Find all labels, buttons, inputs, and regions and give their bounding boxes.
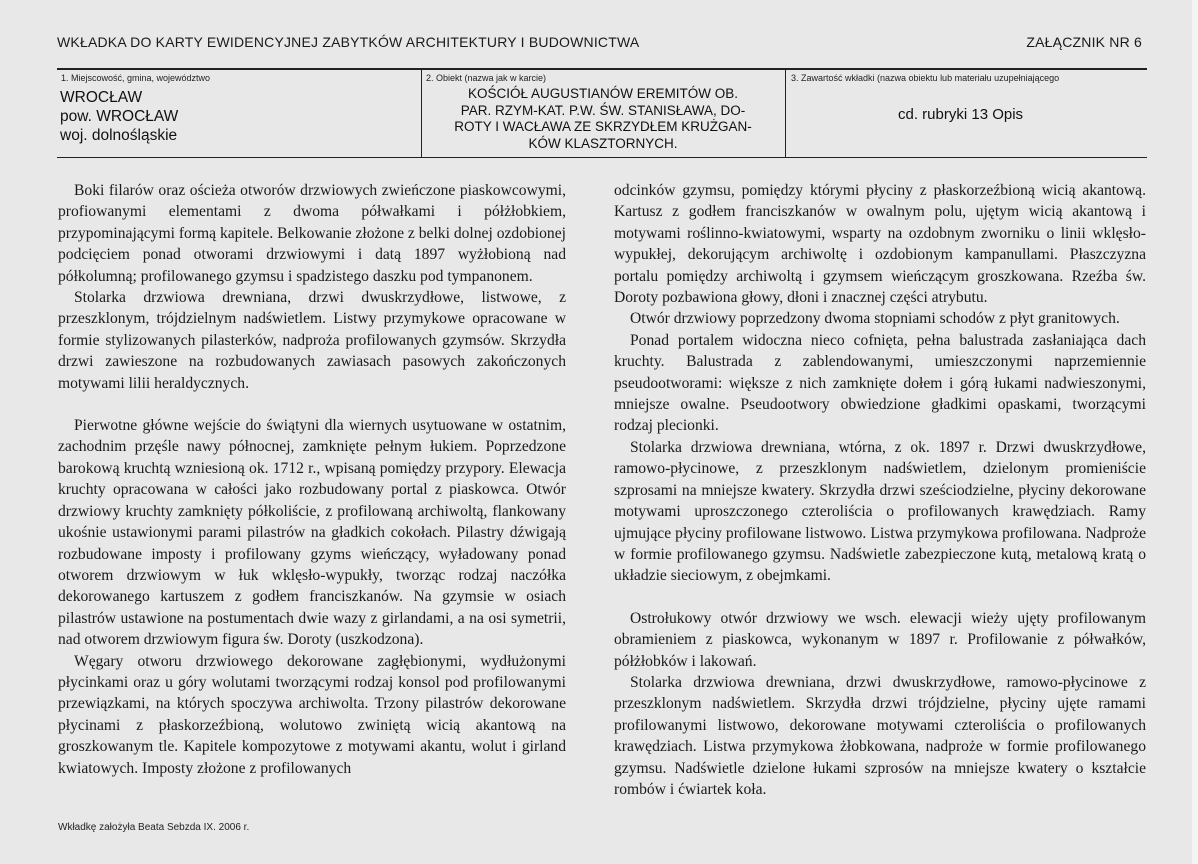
field-divider-1 (421, 70, 422, 157)
body-paragraph: Stolarka drzwiowa drewniana, wtórna, z ok. 1897 r. Drzwi dwuskrzydłowe, ramowo-płycinowe, z przeszklonym nadświetlem, dzielonym promieniście szprosami na mniejsze kwatery. Skrzydła drzwi sześciodzielne, płyciny dekorowane motywami uproszczonego czteroliścia o profilowanych krawędziach. Ramy ujmujące płyciny profilowane listwowo. Listwa przymykowa profilowana. Nadproże w formie profilowanego gzymsu. Nadświetle zabezpieczone kutą, metalową kratą o układzie sieciowym, z obejmkami. (614, 438, 1146, 585)
field-divider-2 (785, 70, 786, 157)
object-name (426, 86, 780, 152)
location-county: pow. WROCŁAW (60, 108, 179, 125)
body-paragraph: odcinków gzymsu, pomiędzy którymi płyciny z płaskorzeźbioną wicią akantową. Kartusz z godłem franciszkanów w owalnym polu, ujętym wicią akantową i motywami roślinno-kwiatowymi, wsparty na ozdobnym zworniku o linii wklęsło-wypukłej, dekorującym archiwoltę i ozdobionym kampanullami. Płaszczyzna portalu pomiędzy archiwoltą i gzymsem wieńczącym groszkowana. Rzeźba św. Doroty pozbawiona głowy, dłoni i znacznej części atrybutu. (614, 182, 1146, 307)
body-paragraph: Stolarka drzwiowa drewniana, drzwi dwuskrzydłowe, listwowe, z przeszklonym, trójdzielnym nadświetlem. Listwy przymykowe opracowane w formie stylizowanych pilasterków, nadproża profilowanych gzymsów. Skrzydła drzwi zawieszone na rozbudowanych zawiasach pasowych zakończonych motywami lilii heraldycznych. (58, 289, 566, 392)
body-column-left (58, 180, 566, 779)
body-paragraph: Węgary otworu drzwiowego dekorowane zagłębionymi, wydłużonymi płycinkami oraz u góry wolutami tworzącymi rodzaj konsol pod profilowanymi przewiązkami, na których spoczywa archiwolta. Trzony pilastrów dekorowane płycinami z płaskorzeźbioną, wolutowo zwiniętą wicią akantową na groszkowanym tle. Kapitele kompozytowe z motywami akantu, wolut i girland kwiatowych. Imposty złożone z profilowanych (58, 652, 566, 777)
contents-value: cd. rubryki 13 Opis (898, 106, 1024, 123)
body-paragraph: Otwór drzwiowy poprzedzony dwoma stopniami schodów z płyt granitowych. (630, 310, 1120, 328)
document-title: WKŁADKA DO KARTY EWIDENCYJNEJ ZABYTKÓW ARCHITEKTURY I BUDOWNICTWA (57, 34, 640, 50)
body-paragraph: Stolarka drzwiowa drewniana, drzwi dwuskrzydłowe, ramowo-płycinowe z przeszklonym nadświetlem. Skrzydła drzwi trójdzielne, płyciny ujęte ramami profilowanymi listwowo, dekorowane motywami czteroliścia o profilowanych krawędziach. Listwa przymykowa żłobkowana, nadproże w formie profilowanego gzymsu. Nadświetle dzielone łukami szprosów na mniejsze kwatery o kształcie rombów i ćwiartek koła. (614, 673, 1146, 798)
contents-label: 3. Zawartość wkładki (nazwa obiektu lub materiału uzupełniającego (791, 73, 1060, 83)
annex-number: ZAŁĄCZNIK NR 6 (1026, 34, 1142, 50)
fields-bottom-rule (57, 157, 1147, 158)
body-paragraph: Ostrołukowy otwór drzwiowy we wsch. elewacji wieży ujęty profilowanym obramieniem z piaskowca, wykonanym w 1897 r. Profilowanie z półwałków, półżłobków i lakowań. (614, 609, 1146, 670)
location-voivodeship: woj. dolnośląskie (60, 127, 178, 144)
author-note: Wkładkę założyła Beata Sebzda IX. 2006 r. (58, 822, 250, 833)
body-paragraph: Pierwotne główne wejście do świątyni dla wiernych usytuowane w ostatnim, zachodnim przęśle nawy północnej, zamknięte pełnym łukiem. Poprzedzone barokową kruchtą wzniesioną ok. 1712 r., wpisaną pomiędzy przypory. Elewacja kruchty opracowana w całości jako rozbudowany portal z piaskowca. Otwór drzwiowy kruchty zamknięty półkoliście, z profilowaną archiwoltą, flankowany ukośnie ustawionymi parami pilastrów na gładkich cokołach. Pilastry dźwigają rozbudowane imposty i profilowany gzyms wieńczący, wyładowany ponad otworem drzwiowym w łuk wklęsło-wypukły, tworząc rodzaj naczółka dekorowanego kartuszem z godłem franciszkanów. Na gzymsie w osiach pilastrów ustawione na postumentach dwie wazy z girlandami, a na osi symetrii, nad otworem drzwiowym figura św. Doroty (uszkodzona). (58, 417, 566, 649)
top-rule (57, 68, 1147, 70)
location-label: 1. Miejscowość, gmina, województwo (61, 73, 211, 83)
object-name-line: ROTY I WACŁAWA ZE SKRZYDŁEM KRUŻGAN- (454, 119, 752, 134)
body-column-right (614, 180, 1146, 800)
object-label: 2. Obiekt (nazwa jak w karcie) (426, 73, 547, 83)
body-paragraph: Ponad portalem widoczna nieco cofnięta, pełna balustrada zasłaniająca dach kruchty. Balustrada z zablendowanymi, umieszczonymi naprzemiennie pseudootworami: większe z nich zamknięte dołem i górą łukami nadwieszonymi, mniejsze owalne. Pseudootwory obwiedzione gładkimi opaskami, tworzącymi rodzaj plecionki. (614, 331, 1146, 435)
object-name-line: KÓW KLASZTORNYCH. (528, 135, 678, 151)
location-city: WROCŁAW (60, 89, 143, 106)
body-paragraph: Boki filarów oraz ościeża otworów drzwiowych zwieńczone piaskowcowymi, profiowanymi elementami z dwoma półwałkami i półżłobkiem, przypominającymi formą kapitele. Belkowanie złożone z belki dolnej ozdobionej podcięciem ponad otworami drzwiowymi i datą 1897 wyżłobioną nad półkolumną; profilowanego gzymsu i spadzistego daszku pod tympanonem. (58, 182, 566, 285)
page-edge (1192, 0, 1198, 864)
object-name-line: PAR. RZYM-KAT. P.W. ŚW. STANISŁAWA, DO- (460, 102, 746, 118)
object-name-line: KOŚCIÓŁ AUGUSTIANÓW EREMITÓW OB. (467, 86, 739, 101)
